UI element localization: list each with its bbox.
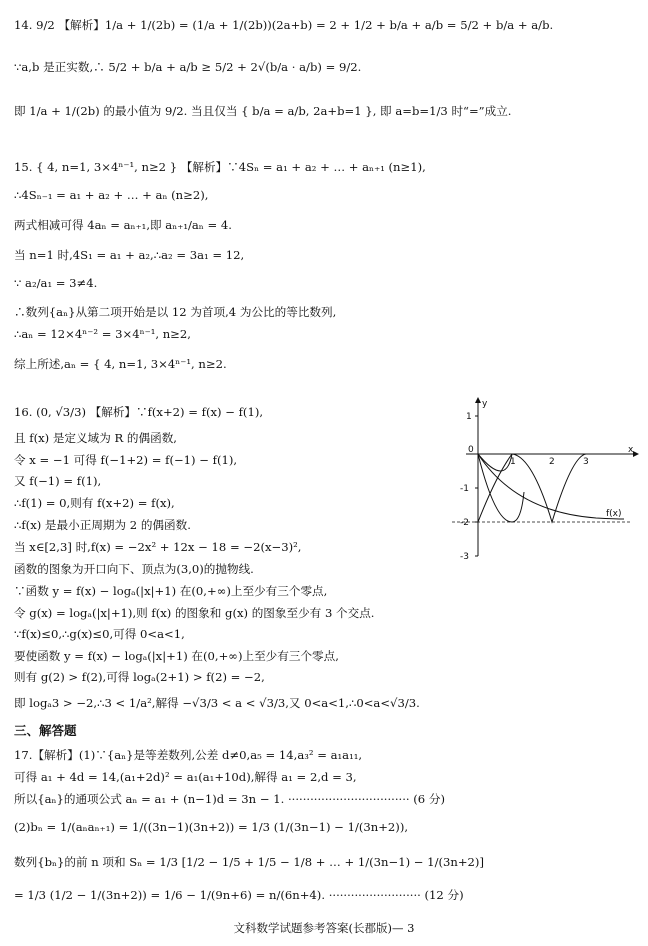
line-q16-step-6: 当 x∈[2,3] 时,f(x) = −2x² + 12x − 18 = −2(x−3)², — [14, 540, 302, 554]
line-q17-sum: 数列{bₙ}的前 n 项和 Sₙ = 1/3 [1/2 − 1/5 + 1/5 − 1/8 + … + 1/(3n−1) − 1/(3n+2)] — [14, 855, 484, 869]
x-tick-3: 3 — [583, 457, 589, 467]
f-curve-segment-2 — [478, 454, 512, 471]
line-q16-step-8: ∵函数 y = f(x) − logₐ(|x|+1) 在(0,+∞)上至少有三个零点, — [14, 584, 328, 598]
y-tick-neg3: -3 — [460, 552, 469, 562]
y-tick-neg1: -1 — [460, 484, 469, 494]
line-q17-step-1: 可得 a₁ + 4d = 14,(a₁+2d)² = a₁(a₁+10d),解得 a₁ = 2,d = 3, — [14, 770, 357, 784]
function-graph-figure — [446, 396, 642, 566]
axis-x-label: x — [628, 445, 634, 455]
line-q16-step-2: 令 x = −1 可得 f(−1+2) = f(−1) − f(1), — [14, 453, 238, 467]
line-q16-step-3: 又 f(−1) = f(1), — [14, 474, 102, 488]
line-q16-answer: 16. (0, √3/3) 【解析】∵f(x+2) = f(x) − f(1), — [14, 405, 264, 419]
line-q15-step-4: ∵ a₂/a₁ = 3≠4. — [14, 276, 98, 290]
line-q14-inequality: ∵a,b 是正实数,∴ 5/2 + b/a + a/b ≥ 5/2 + 2√(b/a · a/b) = 9/2. — [14, 60, 362, 74]
line-q16-step-7: 函数的图象为开口向下、顶点为(3,0)的抛物线. — [14, 562, 254, 576]
line-q16-step-1: 且 f(x) 是定义域为 R 的偶函数, — [14, 431, 177, 445]
line-q16-step-12: 则有 g(2) > f(2),可得 logₐ(2+1) > f(2) = −2, — [14, 670, 265, 684]
y-tick-1: 1 — [466, 412, 472, 422]
line-q15-step-3: 当 n=1 时,4S₁ = a₁ + a₂,∴a₂ = 3a₁ = 12, — [14, 248, 245, 262]
line-q15-step-1: ∴4Sₙ₋₁ = a₁ + a₂ + … + aₙ (n≥2), — [14, 188, 209, 202]
line-q16-step-9: 令 g(x) = logₐ(|x|+1),则 f(x) 的图象和 g(x) 的图象至少有 3 个交点. — [14, 606, 375, 620]
y-tick-neg2: -2 — [460, 518, 469, 528]
page-footer: 文科数学试题参考答案(长郡版)— 3 — [233, 921, 415, 935]
line-q16-step-4: ∴f(1) = 0,则有 f(x+2) = f(x), — [14, 496, 175, 510]
line-q16-conclusion: 即 logₐ3 > −2,∴3 < 1/a²,解得 −√3/3 < a < √3/3,又 0<a<1,∴0<a<√3/3. — [14, 696, 420, 710]
line-q16-step-11: 要使函数 y = f(x) − logₐ(|x|+1) 在(0,+∞)上至少有三个零点, — [14, 649, 339, 663]
line-q15-step-6: ∴aₙ = 12×4ⁿ⁻² = 3×4ⁿ⁻¹, n≥2, — [14, 327, 191, 341]
curve-label: f(x) — [606, 509, 622, 519]
origin-label: 0 — [468, 445, 474, 455]
line-q17-part1: 17.【解析】(1)∵{aₙ}是等差数列,公差 d≠0,a₅ = 14,a₃² = a₁a₁₁, — [14, 748, 363, 762]
line-q17-part2: (2)bₙ = 1/(aₙaₙ₊₁) = 1/((3n−1)(3n+2)) = 1/3 (1/(3n−1) − 1/(3n+2)), — [14, 820, 409, 834]
line-q15-step-5: ∴数列{aₙ}从第二项开始是以 12 为首项,4 为公比的等比数列, — [14, 305, 337, 319]
line-q17-result: = 1/3 (1/2 − 1/(3n+2)) = 1/6 − 1/(9n+6) = n/(6n+4). ························· (12 分) — [14, 888, 464, 902]
line-q14-answer: 14. 9/2 【解析】1/a + 1/(2b) = (1/a + 1/(2b))(2a+b) = 2 + 1/2 + b/a + a/b = 5/2 + b/a + a/b. — [14, 18, 554, 32]
line-q16-step-5: ∴f(x) 是最小正周期为 2 的偶函数. — [14, 518, 191, 532]
line-q16-step-10: ∵f(x)≤0,∴g(x)≤0,可得 0<a<1, — [14, 627, 185, 641]
axis-y-label: y — [482, 399, 488, 409]
section-heading: 三、解答题 — [14, 723, 77, 738]
line-q15-answer: 15. { 4, n=1, 3×4ⁿ⁻¹, n≥2 } 【解析】∵4Sₙ = a₁ + a₂ + … + aₙ₊₁ (n≥1), — [14, 160, 426, 174]
line-q15-summary: 综上所述,aₙ = { 4, n=1, 3×4ⁿ⁻¹, n≥2. — [14, 357, 227, 371]
line-q17-step-2: 所以{aₙ}的通项公式 aₙ = a₁ + (n−1)d = 3n − 1. ································· (6 分) — [14, 792, 445, 806]
line-q15-step-2: 两式相减可得 4aₙ = aₙ₊₁,即 aₙ₊₁/aₙ = 4. — [14, 218, 232, 232]
f-curve-rise — [478, 454, 512, 522]
x-tick-2: 2 — [549, 457, 555, 467]
line-q14-conclusion: 即 1/a + 1/(2b) 的最小值为 9/2. 当且仅当 { b/a = a/b, 2a+b=1 }, 即 a=b=1/3 时“=”成立. — [14, 104, 512, 118]
x-tick-1: 1 — [510, 457, 516, 467]
